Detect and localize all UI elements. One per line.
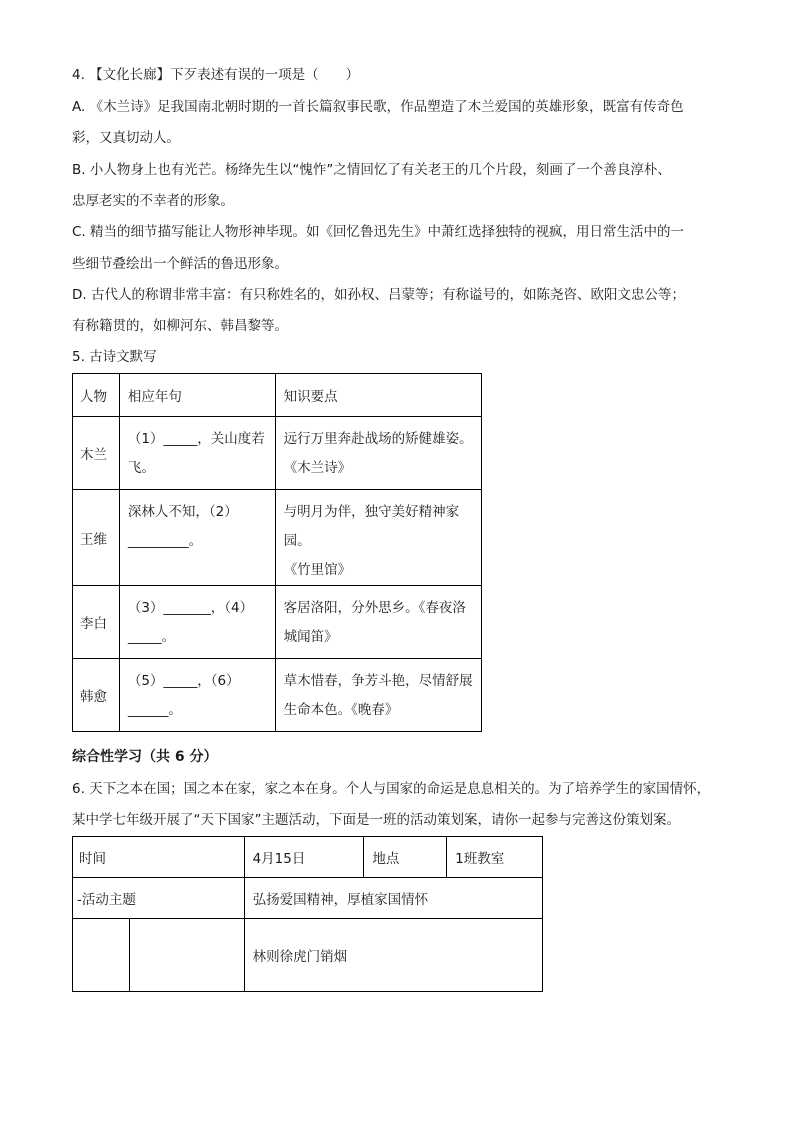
table-row — [73, 837, 543, 878]
activity-value: 林则徐虎门销烟 — [244, 919, 542, 992]
row-notes — [275, 417, 481, 490]
poem-table-header-row — [73, 374, 482, 417]
verse-line: 深林人不知，（2） — [127, 504, 238, 520]
header-verse: 相应年句 — [119, 374, 275, 417]
time-label: 时间 — [73, 837, 245, 878]
note-line: 客居洛阳，分外思乡。《春夜洛 — [283, 600, 466, 616]
row-verse — [119, 490, 275, 586]
verse-line: （1）_____，关山度若 — [127, 431, 265, 447]
q4-option-c-line2: 些细节叠绘出一个鲜活的鲁迅形象。 — [72, 256, 288, 272]
table-row — [73, 878, 543, 919]
place-label: 地点 — [364, 837, 447, 878]
q4-option-c-line1: C. 精当的细节描写能让人物形神毕现。如《回忆鲁迅先生》中萧红选择独特的视疯，用日常生活中的一 — [72, 224, 685, 240]
empty-cell — [129, 919, 244, 992]
q4-option-b-line1: B. 小人物身上也有光芒。杨绛先生以“愧怍”之情回忆了有关老王的几个片段，刻画了一个善良淳朴、 — [72, 162, 671, 178]
verse-line: _________。 — [127, 533, 203, 549]
q6-line1: 6. 天下之本在国；国之本在家，家之本在身。个人与国家的命运是息息相关的。为了培养学生的家国情怀， — [72, 781, 711, 797]
header-notes: 知识要点 — [275, 374, 481, 417]
header-person: 人物 — [73, 374, 120, 417]
plan-table — [72, 836, 543, 992]
verse-line: （5）_____，（6） — [127, 673, 240, 689]
q4-option-d-line1: D. 古代人的称谓非常丰富：有只称姓名的，如孙权、吕蒙等；有称谥号的，如陈尧咨、欧阳文忠公等； — [72, 287, 685, 303]
row-person: 木兰 — [73, 417, 120, 490]
row-verse — [119, 586, 275, 659]
q4-option-d-line2: 有称籍贯的，如柳河东、韩昌黎等。 — [72, 318, 288, 334]
row-person: 韩愈 — [73, 659, 120, 732]
note-line: 生命本色。《晚春》 — [283, 702, 399, 718]
q4-option-a-line1: A. 《木兰诗》足我国南北朝时期的一首长篇叙事民歌，作品塑造了木兰爱国的英雄形象，既富有传奇色 — [72, 99, 684, 115]
q4-option-a-line2: 彩，又真切动人。 — [72, 130, 180, 146]
row-notes — [275, 659, 481, 732]
empty-cell — [73, 919, 130, 992]
verse-line: ______。 — [127, 702, 182, 718]
table-row — [73, 586, 482, 659]
q5-title: 5. 古诗文默写 — [72, 349, 157, 365]
row-person: 李白 — [73, 586, 120, 659]
note-line: 草木惜春，争芳斗艳，尽情舒展 — [283, 673, 473, 689]
row-notes — [275, 490, 481, 586]
note-line: 与明月为伴，独守美好精神家园。 — [283, 504, 460, 549]
row-notes — [275, 586, 481, 659]
q4-option-b-line2: 忠厚老实的不幸者的形象。 — [72, 193, 234, 209]
verse-line: _____。 — [127, 629, 176, 645]
note-line: 《竹里馆》 — [283, 562, 352, 578]
theme-label: -活动主题 — [73, 878, 245, 919]
note-line: 城闻笛》 — [283, 629, 338, 645]
row-verse — [119, 659, 275, 732]
table-row — [73, 490, 482, 586]
table-row — [73, 919, 543, 992]
place-value: 1班教室 — [447, 837, 543, 878]
verse-line: （3）_______，（4） — [127, 600, 254, 616]
note-line: 《木兰诗》 — [283, 460, 352, 476]
q6-line2: 某中学七年级开展了“天下国家”主题活动，下面是一班的活动策划案，请你一起参与完善这份策划案。 — [72, 812, 680, 828]
q4-title: 4. 【文化长廊】下歹表述有误的一项是（ ） — [72, 67, 360, 83]
table-row — [73, 659, 482, 732]
verse-line: 飞。 — [127, 460, 155, 476]
theme-value: 弘扬爱国精神，厚植家国情怀 — [244, 878, 542, 919]
time-value: 4月15日 — [244, 837, 364, 878]
section-heading: 综合性学习（共 6 分） — [72, 749, 218, 765]
row-person: 王维 — [73, 490, 120, 586]
note-line: 远行万里奔赴战场的矫健雄姿。 — [283, 431, 473, 447]
row-verse — [119, 417, 275, 490]
poem-table — [72, 373, 482, 732]
table-row — [73, 417, 482, 490]
